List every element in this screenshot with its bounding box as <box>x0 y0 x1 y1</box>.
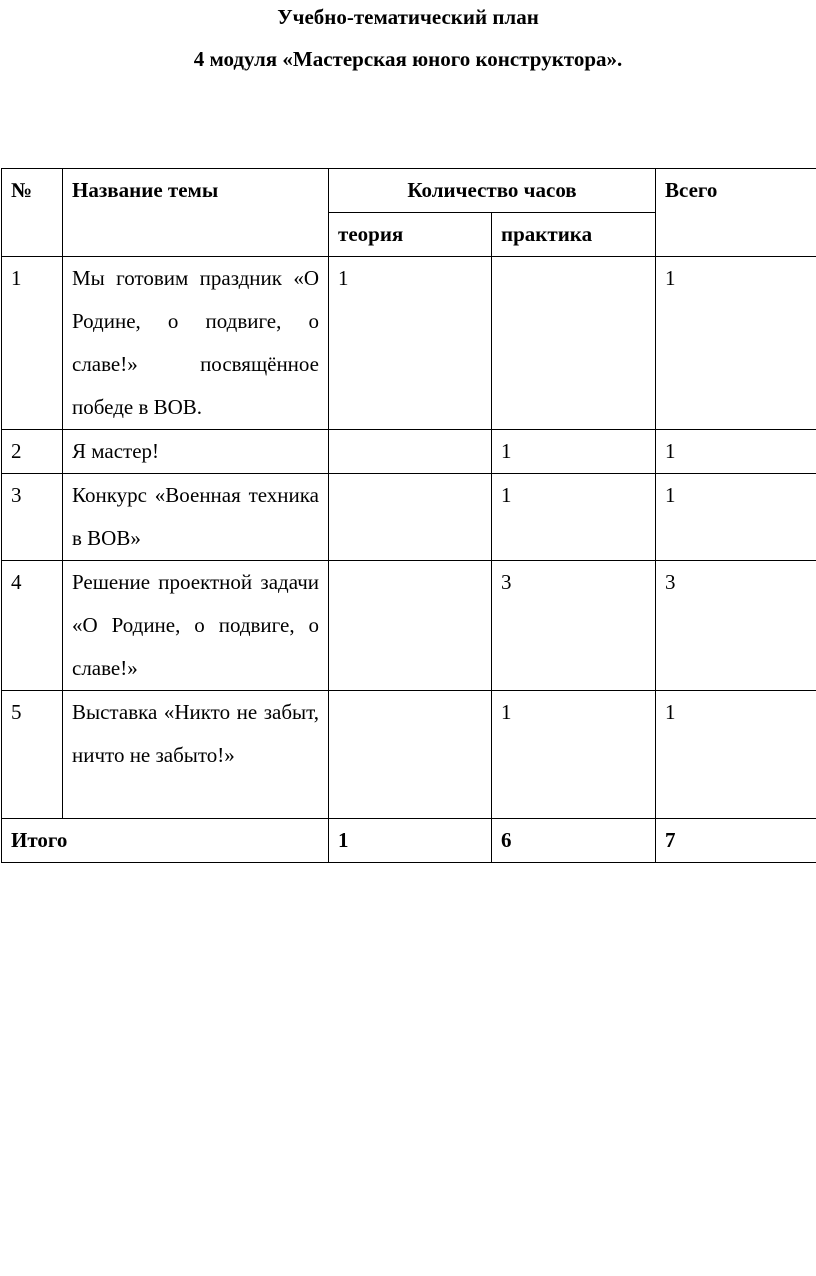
table-row <box>2 257 816 430</box>
table-row <box>2 561 816 691</box>
summary-theory: 1 <box>329 819 492 863</box>
curriculum-table <box>1 168 816 863</box>
row-num: 4 <box>2 561 63 691</box>
document-title: Учебно-тематический план <box>277 5 539 29</box>
header-name: Название темы <box>63 169 329 257</box>
row-practice: 3 <box>492 561 656 691</box>
row-num: 1 <box>2 257 63 430</box>
row-theory <box>329 691 492 819</box>
row-theory: 1 <box>329 257 492 430</box>
summary-practice: 6 <box>492 819 656 863</box>
row-theory <box>329 474 492 561</box>
row-num: 3 <box>2 474 63 561</box>
row-topic: Мы готовим праздник «О Родине, о подвиге, о славе!» посвящённое победе в ВОВ. <box>63 257 329 430</box>
header-practice: практика <box>492 213 656 257</box>
row-theory <box>329 561 492 691</box>
row-total: 1 <box>656 257 816 430</box>
row-total: 3 <box>656 561 816 691</box>
row-topic: Я мастер! <box>63 430 329 474</box>
summary-total: 7 <box>656 819 816 863</box>
row-total: 1 <box>656 474 816 561</box>
row-practice: 1 <box>492 474 656 561</box>
header-total: Всего <box>656 169 816 257</box>
row-topic: Конкурс «Военная техника в ВОВ» <box>63 474 329 561</box>
row-practice: 1 <box>492 691 656 819</box>
row-practice: 1 <box>492 430 656 474</box>
header-theory: теория <box>329 213 492 257</box>
table-row <box>2 691 816 819</box>
row-num: 2 <box>2 430 63 474</box>
table-summary-row <box>2 819 816 863</box>
document-subtitle: 4 модуля «Мастерская юного конструктора». <box>193 47 623 71</box>
table-header-row <box>2 169 816 213</box>
summary-label: Итого <box>2 819 329 863</box>
table-row <box>2 474 816 561</box>
header-num: № <box>2 169 63 257</box>
row-topic: Решение проектной задачи «О Родине, о подвиге, о славе!» <box>63 561 329 691</box>
row-total: 1 <box>656 691 816 819</box>
row-theory <box>329 430 492 474</box>
row-practice <box>492 257 656 430</box>
row-num: 5 <box>2 691 63 819</box>
row-total: 1 <box>656 430 816 474</box>
header-hours: Количество часов <box>329 169 656 213</box>
table-row <box>2 430 816 474</box>
row-topic: Выставка «Никто не забыт, ничто не забыто!» <box>63 691 329 819</box>
